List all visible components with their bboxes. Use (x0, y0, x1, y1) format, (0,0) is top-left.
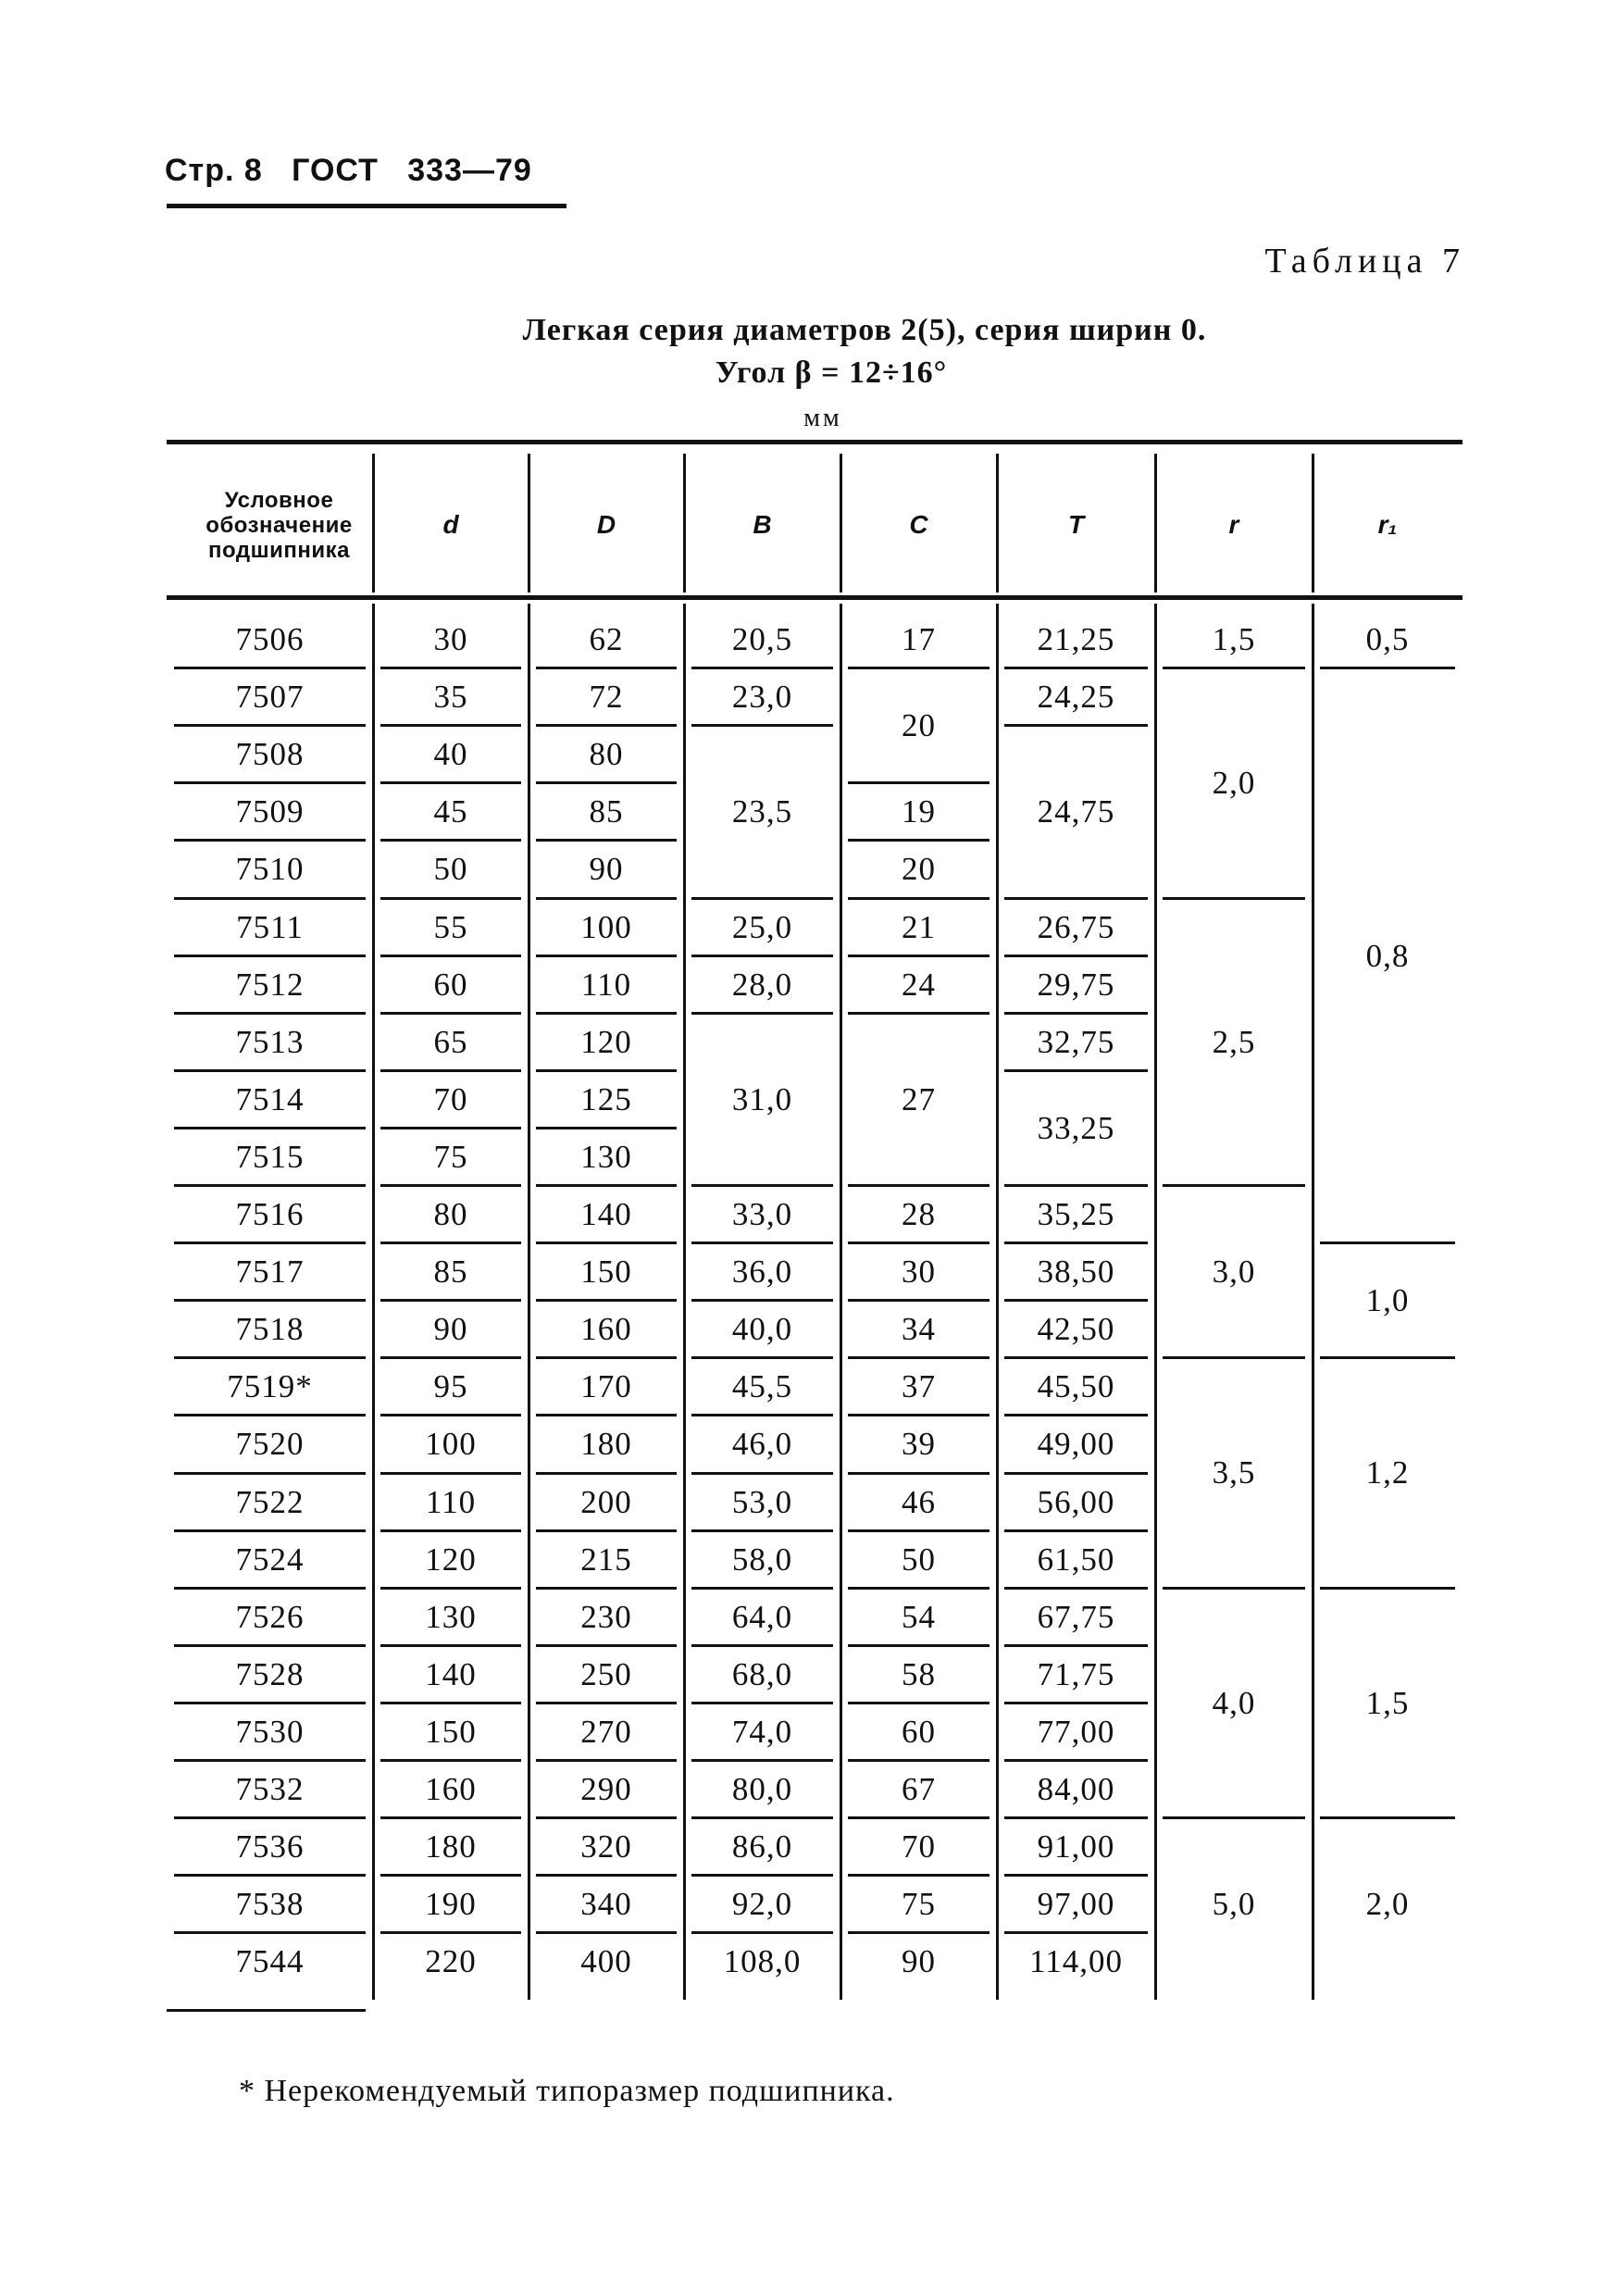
cell-b: 86,0 (731, 1828, 793, 1866)
header-rule (167, 204, 566, 208)
header-r: r (1228, 510, 1239, 539)
cell-designation: 7510 (235, 851, 305, 888)
column-separator (1154, 454, 1157, 593)
cell-d: 70 (433, 1080, 468, 1117)
cell-designation: 7519* (227, 1368, 313, 1405)
column-separator (528, 454, 530, 593)
cell-d: 140 (425, 1655, 477, 1692)
cell-b: 40,0 (731, 1311, 793, 1348)
cell-r: 1,5 (1212, 621, 1256, 658)
cell-d: 140 (580, 1196, 632, 1233)
cell-r1: 0,5 (1365, 621, 1410, 658)
cell-t: 61,50 (1037, 1541, 1115, 1578)
header-d: d (442, 510, 459, 539)
cell-t: 24,25 (1037, 679, 1115, 716)
cell-d: 62 (589, 621, 624, 658)
cell-designation: 7514 (235, 1080, 305, 1117)
cell-c: 27 (902, 1080, 936, 1117)
cell-c: 54 (902, 1598, 936, 1635)
cell-d: 85 (433, 1254, 468, 1291)
header-T: T (1067, 510, 1085, 539)
cell-b: 64,0 (731, 1598, 793, 1635)
cell-d: 180 (580, 1426, 632, 1463)
cell-designation: 7524 (235, 1541, 305, 1578)
cell-b: 28,0 (731, 966, 793, 1003)
cell-c: 30 (902, 1254, 936, 1291)
cell-b: 20,5 (731, 621, 793, 658)
cell-r: 2,5 (1212, 1023, 1256, 1060)
cell-t: 84,00 (1037, 1771, 1115, 1808)
header-designation: Условное обозначение подшипника (205, 487, 353, 563)
cell-d: 180 (425, 1828, 477, 1866)
cell-c: 34 (902, 1311, 936, 1348)
cell-c: 20 (902, 851, 936, 888)
cell-designation: 7538 (235, 1886, 305, 1923)
cell-c: 20 (902, 707, 936, 744)
cell-designation: 7532 (235, 1771, 305, 1808)
cell-b: 58,0 (731, 1541, 793, 1578)
cell-b: 108,0 (723, 1943, 802, 1980)
cell-r1: 1,2 (1365, 1454, 1410, 1491)
column-separator (683, 454, 686, 593)
cell-designation: 7530 (235, 1713, 305, 1750)
footnote-text: * Нерекомендуемый типоразмер подшипника. (239, 2074, 895, 2108)
cell-d: 200 (580, 1483, 632, 1520)
cell-d: 55 (433, 908, 468, 945)
cell-c: 90 (902, 1943, 936, 1980)
cell-t: 114,00 (1029, 1943, 1123, 1980)
cell-t: 21,25 (1037, 621, 1115, 658)
cell-c: 75 (902, 1886, 936, 1923)
cell-t: 67,75 (1037, 1598, 1115, 1635)
cell-designation: 7507 (235, 679, 305, 716)
cell-t: 35,25 (1037, 1196, 1115, 1233)
cell-r1: 1,5 (1365, 1684, 1410, 1721)
cell-t: 91,00 (1037, 1828, 1115, 1866)
cell-d: 80 (589, 736, 624, 773)
table-top-rule (167, 440, 1462, 444)
cell-t: 77,00 (1037, 1713, 1115, 1750)
cell-t: 24,75 (1037, 793, 1115, 830)
standard-name: ГОСТ (292, 153, 379, 188)
cell-d: 95 (433, 1368, 468, 1405)
cell-d: 120 (425, 1541, 477, 1578)
standard-number: 333—79 (407, 153, 532, 188)
cell-t: 26,75 (1037, 908, 1115, 945)
cell-c: 24 (902, 966, 936, 1003)
cell-c: 21 (902, 908, 936, 945)
cell-d: 110 (580, 966, 632, 1003)
cell-designation: 7515 (235, 1138, 305, 1175)
header-r1: r₁ (1377, 510, 1398, 539)
cell-c: 58 (902, 1655, 936, 1692)
cell-d: 400 (580, 1943, 632, 1980)
cell-d: 85 (589, 793, 624, 830)
cell-b: 23,5 (731, 793, 793, 830)
cell-d: 270 (580, 1713, 632, 1750)
cell-designation: 7517 (235, 1254, 305, 1291)
cell-c: 19 (902, 793, 936, 830)
cell-t: 45,50 (1037, 1368, 1115, 1405)
cell-d: 160 (580, 1311, 632, 1348)
cell-c: 50 (902, 1541, 936, 1578)
cell-c: 28 (902, 1196, 936, 1233)
cell-c: 60 (902, 1713, 936, 1750)
cell-d: 75 (433, 1138, 468, 1175)
cell-b: 31,0 (731, 1080, 793, 1117)
cell-d: 110 (425, 1483, 477, 1520)
cell-d: 120 (580, 1023, 632, 1060)
cell-d: 160 (425, 1771, 477, 1808)
table-title: Легкая серия диаметров 2(5), серия ширин 0. (522, 313, 1207, 347)
cell-r: 3,0 (1212, 1254, 1256, 1291)
cell-d: 250 (580, 1655, 632, 1692)
cell-c: 67 (902, 1771, 936, 1808)
cell-c: 70 (902, 1828, 936, 1866)
cell-d: 170 (580, 1368, 632, 1405)
cell-d: 72 (589, 679, 624, 716)
table-bottom-rule (167, 2009, 366, 2012)
cell-d: 320 (580, 1828, 632, 1866)
cell-b: 45,5 (731, 1368, 793, 1405)
footnote (239, 2074, 895, 2109)
cell-b: 74,0 (731, 1713, 793, 1750)
cell-r: 2,0 (1212, 765, 1256, 802)
cell-b: 33,0 (731, 1196, 793, 1233)
cell-designation: 7512 (235, 966, 305, 1003)
column-separator (996, 454, 999, 593)
cell-t: 32,75 (1037, 1023, 1115, 1060)
cell-b: 53,0 (731, 1483, 793, 1520)
cell-t: 33,25 (1037, 1109, 1115, 1146)
cell-d: 30 (433, 621, 468, 658)
cell-r1: 1,0 (1365, 1282, 1410, 1319)
cell-t: 49,00 (1037, 1426, 1115, 1463)
header-D: D (596, 510, 616, 539)
cell-b: 46,0 (731, 1426, 793, 1463)
cell-b: 80,0 (731, 1771, 793, 1808)
column-separator (372, 454, 375, 593)
cell-c: 17 (902, 621, 936, 658)
cell-t: 38,50 (1037, 1254, 1115, 1291)
table-label: Таблица 7 (1264, 242, 1465, 281)
cell-b: 92,0 (731, 1886, 793, 1923)
cell-d: 150 (425, 1713, 477, 1750)
cell-r1: 2,0 (1365, 1886, 1410, 1923)
page-header (165, 153, 532, 189)
cell-designation: 7520 (235, 1426, 305, 1463)
units-label: мм (803, 404, 842, 432)
header-B: B (753, 510, 772, 539)
cell-d: 220 (425, 1943, 477, 1980)
cell-designation: 7509 (235, 793, 305, 830)
column-separator (840, 454, 842, 593)
cell-c: 46 (902, 1483, 936, 1520)
cell-d: 90 (589, 851, 624, 888)
column-separator (1312, 454, 1314, 593)
cell-d: 45 (433, 793, 468, 830)
cell-d: 130 (425, 1598, 477, 1635)
cell-designation: 7536 (235, 1828, 305, 1866)
cell-d: 190 (425, 1886, 477, 1923)
cell-r1: 0,8 (1365, 937, 1410, 974)
cell-d: 125 (580, 1080, 632, 1117)
cell-t: 29,75 (1037, 966, 1115, 1003)
cell-d: 35 (433, 679, 468, 716)
header-bottom-rule (167, 595, 1462, 600)
cell-designation: 7513 (235, 1023, 305, 1060)
cell-d: 100 (580, 908, 632, 945)
cell-t: 56,00 (1037, 1483, 1115, 1520)
table-subtitle: Угол β = 12÷16° (715, 356, 948, 390)
cell-t: 42,50 (1037, 1311, 1115, 1348)
cell-d: 80 (433, 1196, 468, 1233)
cell-designation: 7526 (235, 1598, 305, 1635)
cell-designation: 7528 (235, 1655, 305, 1692)
cell-b: 68,0 (731, 1655, 793, 1692)
cell-t: 97,00 (1037, 1886, 1115, 1923)
cell-designation: 7518 (235, 1311, 305, 1348)
cell-d: 50 (433, 851, 468, 888)
cell-designation: 7511 (236, 908, 304, 945)
cell-d: 100 (425, 1426, 477, 1463)
cell-b: 23,0 (731, 679, 793, 716)
cell-b: 25,0 (731, 908, 793, 945)
cell-c: 39 (902, 1426, 936, 1463)
cell-designation: 7508 (235, 736, 305, 773)
cell-d: 65 (433, 1023, 468, 1060)
cell-t: 71,75 (1037, 1655, 1115, 1692)
cell-designation: 7522 (235, 1483, 305, 1520)
cell-r: 3,5 (1212, 1454, 1256, 1491)
cell-d: 230 (580, 1598, 632, 1635)
cell-d: 90 (433, 1311, 468, 1348)
cell-d: 130 (580, 1138, 632, 1175)
cell-b: 36,0 (731, 1254, 793, 1291)
cell-d: 150 (580, 1254, 632, 1291)
cell-designation: 7544 (235, 1943, 305, 1980)
cell-d: 340 (580, 1886, 632, 1923)
cell-d: 40 (433, 736, 468, 773)
cell-r: 4,0 (1212, 1684, 1256, 1721)
cell-d: 290 (580, 1771, 632, 1808)
cell-designation: 7506 (235, 621, 305, 658)
cell-c: 37 (902, 1368, 936, 1405)
cell-d: 60 (433, 966, 468, 1003)
cell-r: 5,0 (1212, 1886, 1256, 1923)
header-C: C (909, 510, 928, 539)
page-number: Стр. 8 (165, 153, 263, 188)
cell-d: 215 (580, 1541, 632, 1578)
cell-designation: 7516 (235, 1196, 305, 1233)
